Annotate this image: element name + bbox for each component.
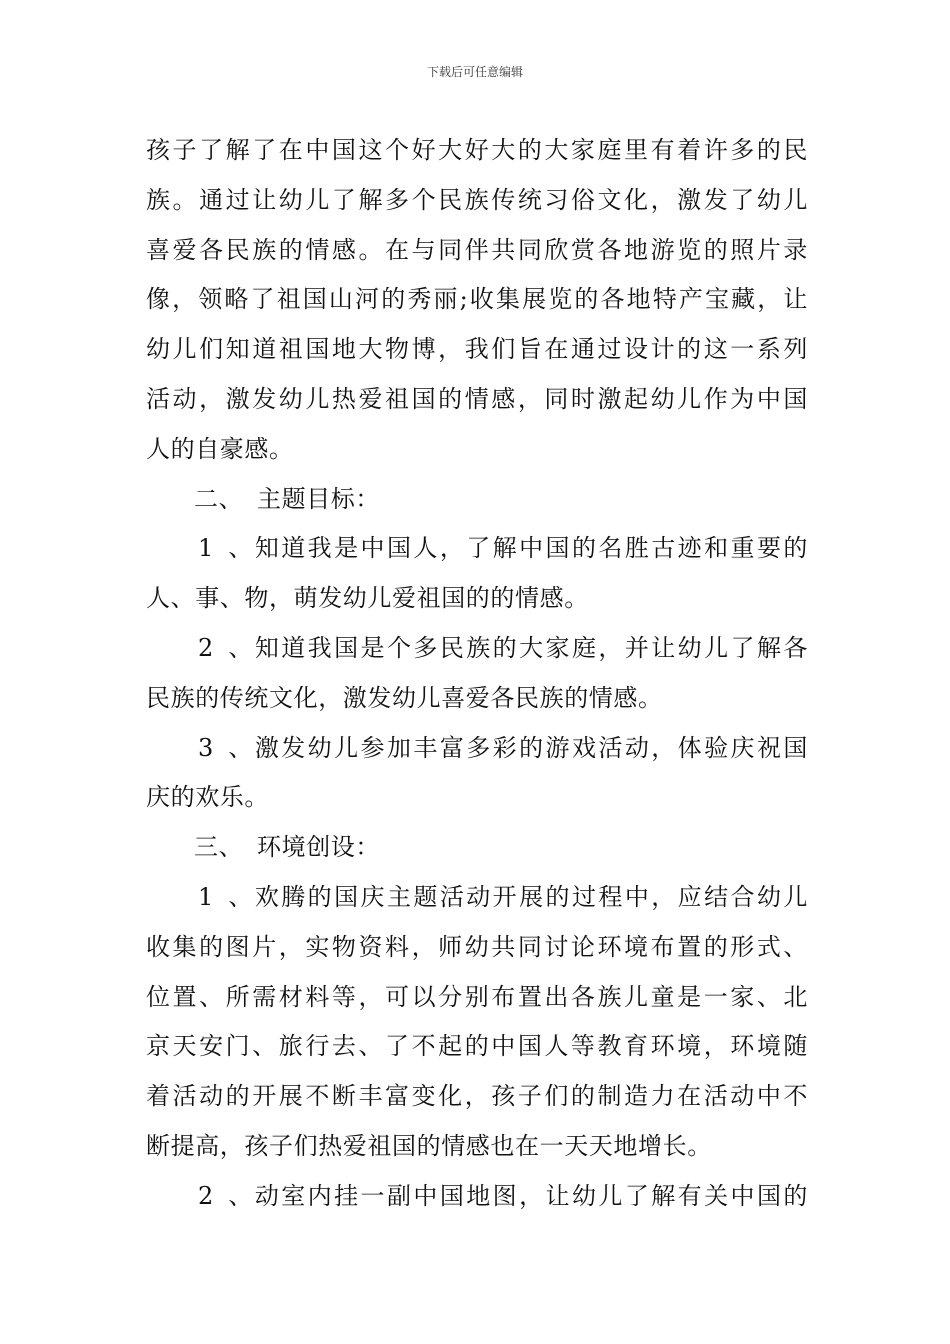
env-item-1-cont: 断提高，孩子们热爱祖国的情感也在一天天地增长。: [146, 1131, 712, 1160]
paragraph-line: 喜爱各民族的情感。在与同伴共同欣赏各地游览的照片录: [146, 235, 808, 264]
paragraph-line: 幼儿们知道祖国地大物博，我们旨在通过设计的这一系列: [146, 335, 808, 364]
env-item-1-cont: 京天安门、旅行去、了不起的中国人等教育环境，环境随: [146, 1032, 808, 1061]
paragraph-line: 像，领略了祖国山河的秀丽;收集展览的各地特产宝藏，让: [146, 285, 808, 314]
section-title: 主题目标：: [257, 484, 380, 513]
page-header: 下载后可任意编辑: [426, 65, 523, 79]
item-text: 欢腾的国庆主题活动开展的过程中，应结合幼儿: [253, 882, 808, 911]
item-text: 激发幼儿参加丰富多彩的游戏活动，体验庆祝国: [253, 733, 808, 762]
section-heading-goals: [146, 475, 808, 525]
goal-item-2-cont: 民族的传统文化，激发幼儿喜爱各民族的情感。: [146, 683, 663, 712]
item-number: 1、: [198, 534, 253, 563]
goal-item-3-cont: 庆的欢乐。: [146, 783, 269, 812]
env-item-2: [146, 1172, 808, 1222]
goal-item-1: [146, 524, 808, 574]
paragraph-line: 孩子了解了在中国这个好大好大的大家庭里有着许多的民: [146, 136, 808, 164]
document-body: [146, 126, 808, 1222]
paragraph-line: 活动，激发幼儿热爱祖国的情感，同时激起幼儿作为中国: [146, 384, 808, 413]
env-item-1-cont: 着活动的开展不断丰富变化，孩子们的制造力在活动中不: [146, 1082, 808, 1111]
item-text: 知道我国是个多民族的大家庭，并让幼儿了解各: [253, 633, 808, 662]
env-item-1-cont: 位置、所需材料等，可以分别布置出各族儿童是一家、北: [146, 982, 808, 1011]
paragraph-line: 人的自豪感。: [146, 434, 294, 463]
env-item-1: [146, 873, 808, 923]
section-number: 二、: [194, 484, 244, 513]
item-text: 动室内挂一副中国地图，让幼儿了解有关中国的: [253, 1181, 808, 1210]
goal-item-1-cont: 人、事、物，萌发幼儿爱祖国的的情感。: [146, 584, 589, 613]
item-number: 3、: [198, 733, 253, 762]
section-title: 环境创设：: [257, 833, 380, 862]
item-text: 知道我是中国人，了解中国的名胜古迹和重要的: [253, 534, 808, 563]
paragraph-line: 族。通过让幼儿了解多个民族传统习俗文化，激发了幼儿: [146, 185, 808, 214]
item-number: 2、: [198, 1181, 253, 1210]
section-number: 三、: [194, 833, 244, 862]
goal-item-3: [146, 724, 808, 774]
item-number: 2、: [198, 633, 253, 662]
env-item-1-cont: 收集的图片，实物资料，师幼共同讨论环境布置的形式、: [146, 932, 808, 961]
section-heading-environment: [146, 823, 808, 873]
goal-item-2: [146, 624, 808, 674]
item-number: 1、: [198, 882, 253, 911]
